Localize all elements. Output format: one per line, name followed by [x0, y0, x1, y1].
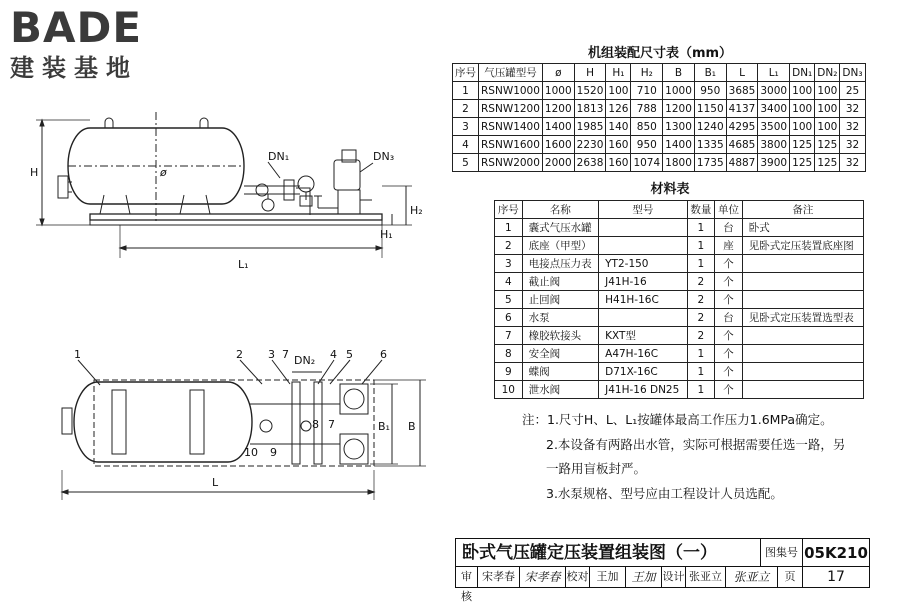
check-label: 校对 — [566, 567, 590, 587]
table-cell: 1985 — [574, 118, 606, 136]
reviewer-signature: 宋孝春 — [520, 567, 566, 587]
table-cell: 125 — [815, 154, 840, 172]
table-cell: 1240 — [694, 118, 726, 136]
table-cell: 4 — [495, 273, 523, 291]
table-cell: 卧式 — [742, 219, 863, 237]
material-table-header — [495, 201, 864, 219]
table-cell: 电接点压力表 — [522, 255, 599, 273]
table-cell: 1400 — [663, 136, 695, 154]
logo-subtitle: 建装基地 — [10, 54, 138, 82]
note-line: 一路用盲板封严。 — [546, 461, 647, 476]
table-cell: 1 — [687, 345, 715, 363]
notes — [522, 408, 867, 506]
table-cell: RSNW1000 — [479, 82, 543, 100]
table-cell: 950 — [631, 136, 663, 154]
table-cell: 台 — [715, 219, 743, 237]
table-cell: 788 — [631, 100, 663, 118]
table-cell: 囊式气压水罐 — [522, 219, 599, 237]
table-cell: 3900 — [758, 154, 790, 172]
title-block — [455, 538, 870, 603]
logo-word: BADE — [10, 3, 143, 52]
table-cell: 1 — [687, 363, 715, 381]
table-cell: 2 — [687, 273, 715, 291]
callout-5: 5 — [346, 348, 353, 361]
design-label: 设计 — [662, 567, 686, 587]
l1-label: L₁ — [238, 258, 249, 271]
column-header: 数量 — [687, 201, 715, 219]
table-cell: 2 — [453, 100, 479, 118]
table-cell: 3500 — [758, 118, 790, 136]
elevation-view — [30, 112, 423, 271]
table-cell: 个 — [715, 327, 743, 345]
table-cell: 140 — [606, 118, 631, 136]
table-row — [495, 309, 864, 327]
callout-3: 3 — [268, 348, 275, 361]
column-header: 序号 — [495, 201, 523, 219]
table-cell — [742, 327, 863, 345]
callout-4: 4 — [330, 348, 337, 361]
table-row — [453, 154, 866, 172]
table-cell: 32 — [840, 136, 865, 154]
dimension-table-title: 机组装配尺寸表（mm） — [587, 46, 733, 61]
table-cell: 1300 — [663, 118, 695, 136]
table-row — [453, 118, 866, 136]
manifold — [292, 382, 300, 464]
table-cell: 1 — [687, 219, 715, 237]
material-table-title: 材料表 — [650, 182, 690, 197]
table-cell: 100 — [790, 82, 815, 100]
table-cell — [742, 363, 863, 381]
atlas-number-label: 图集号 — [761, 539, 803, 567]
table-cell: 8 — [495, 345, 523, 363]
drain-valve — [262, 199, 274, 211]
table-cell: 3685 — [726, 82, 758, 100]
callout-1: 1 — [74, 348, 81, 361]
table-cell: 126 — [606, 100, 631, 118]
designer-signature: 张亚立 — [726, 567, 778, 587]
table-cell: 160 — [606, 136, 631, 154]
table-cell: 1335 — [694, 136, 726, 154]
table-cell: 10 — [495, 381, 523, 399]
table-cell: 3400 — [758, 100, 790, 118]
column-header: H₁ — [606, 64, 631, 82]
table-cell: 3 — [453, 118, 479, 136]
table-cell: 100 — [815, 82, 840, 100]
table-cell: YT2-150 — [599, 255, 687, 273]
table-cell — [742, 381, 863, 399]
table-cell — [742, 255, 863, 273]
column-header: DN₃ — [840, 64, 865, 82]
table-cell: 5 — [495, 291, 523, 309]
table-cell: 1520 — [574, 82, 606, 100]
table-cell: 个 — [715, 363, 743, 381]
safety-valve-plan — [301, 421, 311, 431]
pressure-gauge — [298, 176, 314, 192]
table-cell: 3 — [495, 255, 523, 273]
material-table-body — [495, 219, 864, 399]
checker-name: 王加 — [590, 567, 626, 587]
table-cell: 32 — [840, 118, 865, 136]
table-cell: 100 — [815, 100, 840, 118]
table-cell: 7 — [495, 327, 523, 345]
table-row — [495, 291, 864, 309]
tank-plan — [74, 382, 252, 462]
inlet-flange — [58, 176, 68, 198]
table-cell: 4295 — [726, 118, 758, 136]
table-row — [495, 363, 864, 381]
table-cell: 座 — [715, 237, 743, 255]
table-row — [495, 327, 864, 345]
material-table — [494, 200, 864, 399]
table-cell: 125 — [790, 136, 815, 154]
table-cell: 2 — [687, 309, 715, 327]
table-cell: 3800 — [758, 136, 790, 154]
column-header: 单位 — [715, 201, 743, 219]
table-cell: 个 — [715, 273, 743, 291]
table-cell: 100 — [790, 118, 815, 136]
table-cell: RSNW1400 — [479, 118, 543, 136]
table-cell: KXT型 — [599, 327, 687, 345]
table-cell: 底座（甲型） — [522, 237, 599, 255]
table-cell — [742, 291, 863, 309]
column-header: H — [574, 64, 606, 82]
table-cell: 4 — [453, 136, 479, 154]
l-label: L — [212, 476, 219, 489]
table-cell — [599, 309, 687, 327]
table-cell: 1813 — [574, 100, 606, 118]
h1-label: H₁ — [380, 228, 393, 241]
table-cell: 1 — [687, 255, 715, 273]
dimension-table-header — [453, 64, 866, 82]
table-cell: 125 — [815, 136, 840, 154]
column-header: L₁ — [758, 64, 790, 82]
table-cell: 1 — [453, 82, 479, 100]
table-cell: 个 — [715, 381, 743, 399]
table-cell: 850 — [631, 118, 663, 136]
dn2-label: DN₂ — [294, 354, 316, 367]
column-header: 气压罐型号 — [479, 64, 543, 82]
page-number: 17 — [827, 569, 845, 585]
table-cell: 1150 — [694, 100, 726, 118]
b1-label: B₁ — [378, 420, 390, 433]
table-cell: 2638 — [574, 154, 606, 172]
table-cell: 个 — [715, 255, 743, 273]
table-cell: 100 — [606, 82, 631, 100]
review-label: 审核 — [456, 567, 478, 587]
table-cell: 1 — [687, 237, 715, 255]
table-cell: 橡胶软接头 — [522, 327, 599, 345]
table-cell: 2 — [495, 237, 523, 255]
table-cell: H41H-16C — [599, 291, 687, 309]
lifting-lug — [105, 118, 113, 128]
table-cell: 6 — [495, 309, 523, 327]
table-cell: RSNW1200 — [479, 100, 543, 118]
h2-label: H₂ — [410, 204, 423, 217]
table-cell: 见卧式定压装置选型表 — [742, 309, 863, 327]
table-cell: 5 — [453, 154, 479, 172]
table-row — [495, 345, 864, 363]
table-cell: 950 — [694, 82, 726, 100]
table-cell — [599, 237, 687, 255]
table-cell — [599, 219, 687, 237]
table-cell: 1 — [687, 381, 715, 399]
table-row — [495, 273, 864, 291]
table-cell: 台 — [715, 309, 743, 327]
table-cell: 2000 — [542, 154, 574, 172]
table-cell: 3000 — [758, 82, 790, 100]
dn3-label: DN₃ — [373, 150, 395, 163]
designer-name: 张亚立 — [686, 567, 726, 587]
table-cell: 32 — [840, 100, 865, 118]
b-label: B — [408, 420, 416, 433]
callout-8: 8 — [312, 418, 319, 431]
table-cell: 1200 — [542, 100, 574, 118]
table-cell: RSNW2000 — [479, 154, 543, 172]
note-line: 2.本设备有两路出水管，实际可根据需要任选一路，另 — [546, 436, 846, 452]
table-row — [495, 219, 864, 237]
table-cell: 见卧式定压装置底座图 — [742, 237, 863, 255]
table-cell: 1 — [495, 219, 523, 237]
saddle-plan — [190, 390, 204, 454]
plan-view — [62, 348, 426, 500]
rubber-joint — [284, 180, 294, 200]
column-header: 名称 — [522, 201, 599, 219]
table-cell: J41H-16 DN25 — [599, 381, 687, 399]
table-cell: 4137 — [726, 100, 758, 118]
table-cell: 个 — [715, 345, 743, 363]
dimension-table-body — [453, 82, 866, 172]
lifting-lug — [200, 118, 208, 128]
table-cell: 100 — [790, 100, 815, 118]
column-header: DN₂ — [815, 64, 840, 82]
callout-7b: 7 — [328, 418, 335, 431]
table-cell: 1400 — [542, 118, 574, 136]
callout-9: 9 — [270, 446, 277, 459]
table-row — [453, 82, 866, 100]
pump-body — [338, 190, 360, 214]
table-cell: 1600 — [542, 136, 574, 154]
table-cell: 水泵 — [522, 309, 599, 327]
table-cell: 4685 — [726, 136, 758, 154]
column-header: 序号 — [453, 64, 479, 82]
callout-2: 2 — [236, 348, 243, 361]
table-row — [453, 100, 866, 118]
table-row — [495, 255, 864, 273]
phi-label: ø — [160, 166, 167, 179]
table-cell: 1735 — [694, 154, 726, 172]
table-cell: RSNW1600 — [479, 136, 543, 154]
table-cell: 蝶阀 — [522, 363, 599, 381]
table-cell: 125 — [790, 154, 815, 172]
callout-10: 10 — [244, 446, 258, 459]
table-cell: 4887 — [726, 154, 758, 172]
table-cell — [742, 345, 863, 363]
table-cell: D71X-16C — [599, 363, 687, 381]
dn1-label: DN₁ — [268, 150, 290, 163]
callout-6: 6 — [380, 348, 387, 361]
note-line: 3.水泵规格、型号应由工程设计人员选配。 — [546, 485, 783, 501]
dimension-table — [452, 63, 866, 172]
table-cell: 截止阀 — [522, 273, 599, 291]
table-cell: 25 — [840, 82, 865, 100]
table-row — [495, 237, 864, 255]
table-cell: 1074 — [631, 154, 663, 172]
column-header: ø — [542, 64, 574, 82]
column-header: 型号 — [599, 201, 687, 219]
table-row — [495, 381, 864, 399]
h-label: H — [30, 166, 39, 179]
table-cell: 泄水阀 — [522, 381, 599, 399]
table-cell: 1000 — [663, 82, 695, 100]
base-frame — [90, 214, 382, 220]
table-cell: 100 — [815, 118, 840, 136]
table-cell: 9 — [495, 363, 523, 381]
table-row — [453, 136, 866, 154]
callout-7: 7 — [282, 348, 289, 361]
table-cell: 1000 — [542, 82, 574, 100]
table-cell: 2 — [687, 327, 715, 345]
table-cell: 2230 — [574, 136, 606, 154]
column-header: H₂ — [631, 64, 663, 82]
checker-signature: 王加 — [626, 567, 662, 587]
column-header: B — [663, 64, 695, 82]
table-cell: 个 — [715, 291, 743, 309]
pump-motor — [334, 160, 360, 190]
reviewer-name: 宋孝春 — [478, 567, 520, 587]
column-header: DN₁ — [790, 64, 815, 82]
table-cell: 2 — [687, 291, 715, 309]
inlet-flange-plan — [62, 408, 72, 434]
table-cell: 止回阀 — [522, 291, 599, 309]
table-cell — [742, 273, 863, 291]
butterfly-valve-plan — [260, 420, 272, 432]
column-header: 备注 — [742, 201, 863, 219]
table-cell: 1800 — [663, 154, 695, 172]
saddle-plan — [112, 390, 126, 454]
table-cell: J41H-16 — [599, 273, 687, 291]
table-cell: 32 — [840, 154, 865, 172]
table-cell: 1200 — [663, 100, 695, 118]
page-label: 页 — [778, 567, 803, 587]
table-cell: A47H-16C — [599, 345, 687, 363]
table-cell: 160 — [606, 154, 631, 172]
note-line: 注：1.尺寸H、L、L₁按罐体最高工作压力1.6MPa确定。 — [522, 412, 833, 427]
atlas-number: 05K210 — [803, 539, 869, 567]
table-cell: 安全阀 — [522, 345, 599, 363]
column-header: L — [726, 64, 758, 82]
column-header: B₁ — [694, 64, 726, 82]
drawing-name: 卧式气压罐定压装置组装图（一） — [456, 539, 761, 567]
table-cell: 710 — [631, 82, 663, 100]
